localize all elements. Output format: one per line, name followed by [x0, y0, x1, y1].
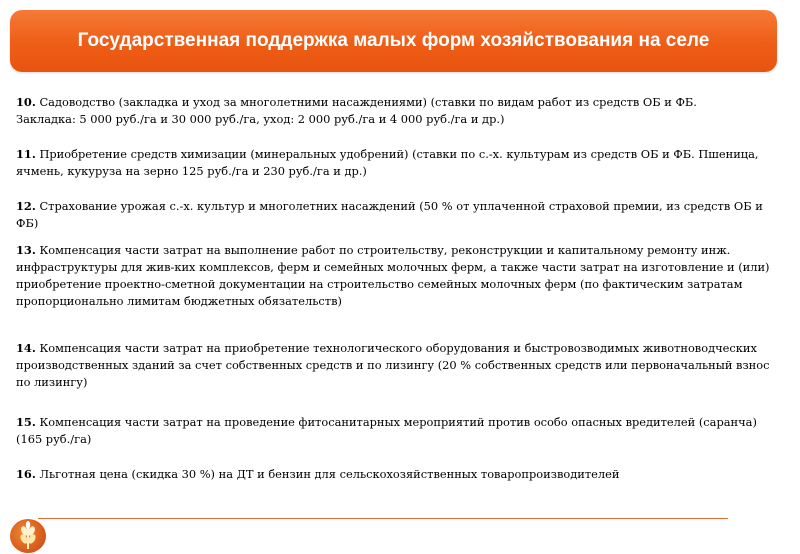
item-15-line-2: (165 руб./га): [16, 432, 92, 446]
item-13-line-2: инфраструктуры для жив-ких комплексов, ферм и семейных молочных ферм, а также части затрат на изготовление и (или): [16, 260, 770, 274]
item-11-line-1: 11. Приобретение средств химизации (минеральных удобрений) (ставки по с.-х. культурам из средств ОБ и ФБ. Пшеница,: [16, 147, 759, 161]
list-item-16: [16, 466, 778, 483]
item-12-line-2: ФБ): [16, 216, 39, 230]
item-12-number: 12.: [16, 199, 36, 213]
item-10-line-2: Закладка: 5 000 руб./га и 30 000 руб./га, уход: 2 000 руб./га и 4 000 руб./га и др.): [16, 112, 505, 126]
item-15-number: 15.: [16, 415, 36, 429]
title-banner: [10, 10, 777, 72]
list-item-10: [16, 94, 778, 128]
item-10-number: 10.: [16, 95, 36, 109]
list-item-13: [16, 242, 778, 310]
item-11-line-2: ячмень, кукуруза на зерно 125 руб./га и 230 руб./га и др.): [16, 164, 367, 178]
list-item-11: [16, 146, 778, 180]
item-14-line-2: производственных зданий за счет собственных средств и по лизингу (20 % собственных средств или первоначальный взнос: [16, 358, 770, 372]
list-item-14: [16, 340, 778, 391]
item-13-number: 13.: [16, 243, 36, 257]
list-item-15: [16, 414, 778, 448]
item-14-line-3: по лизингу): [16, 375, 88, 389]
wheat-emblem-icon: [10, 519, 46, 553]
item-13-line-4: пропорционально лимитам бюджетных обязательств): [16, 294, 342, 308]
item-12-line-1: 12. Страхование урожая с.-х. культур и многолетних насаждений (50 % от уплаченной страховой премии, из средств ОБ и: [16, 199, 763, 213]
item-14-number: 14.: [16, 341, 36, 355]
item-13-line-1: 13. Компенсация части затрат на выполнение работ по строительству, реконструкции и капитальному ремонту инж.: [16, 243, 731, 257]
item-14-line-1: 14. Компенсация части затрат на приобретение технологического оборудования и быстровозводимых животноводческих: [16, 341, 757, 355]
item-10-line-1: 10. Садоводство (закладка и уход за многолетними насаждениями) (ставки по видам работ из средств ОБ и ФБ.: [16, 95, 697, 109]
item-16-line-1: 16. Льготная цена (скидка 30 %) на ДТ и бензин для сельскохозяйственных товаропроизводителей: [16, 467, 620, 481]
list-item-12: [16, 198, 778, 232]
item-11-number: 11.: [16, 147, 36, 161]
page-title: Государственная поддержка малых форм хозяйствования на селе: [77, 30, 710, 51]
item-16-number: 16.: [16, 467, 36, 481]
item-13-line-3: приобретение проектно-сметной документации на строительство семейных молочных ферм (по фактическим затратам: [16, 277, 743, 291]
footer-divider: [38, 518, 728, 519]
item-15-line-1: 15. Компенсация части затрат на проведение фитосанитарных мероприятий против особо опасных вредителей (саранча): [16, 415, 757, 429]
